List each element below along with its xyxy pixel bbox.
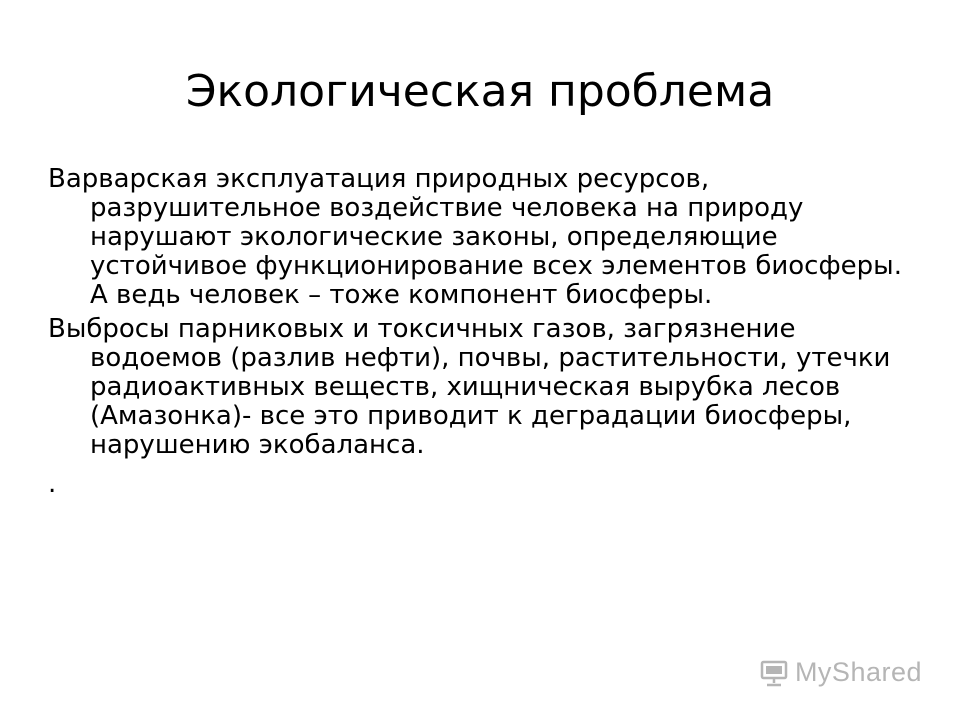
paragraph-emissions: Выбросы парниковых и токсичных газов, загрязнение водоемов (разлив нефти), почвы, растительности, утечки радиоактивных веществ, хищническая вырубка лесов (Амазонка)- все это приводит к деградации биосферы, нарушению экобаланса. <box>48 314 891 460</box>
watermark-logo <box>759 657 922 688</box>
watermark-text: MyShared <box>794 657 922 687</box>
slide-body <box>48 165 908 499</box>
paragraph-exploitation: Варварская эксплуатация природных ресурсов, разрушительное воздействие человека на природу нарушают экологические законы, определяющие устойчивое функционирование всех элементов биосферы. А ведь человек – тоже компонент биосферы. <box>48 164 902 310</box>
trailing-mark: . <box>48 469 57 499</box>
presentation-board-icon <box>759 658 789 688</box>
slide-title: Экологическая проблема <box>185 66 775 117</box>
